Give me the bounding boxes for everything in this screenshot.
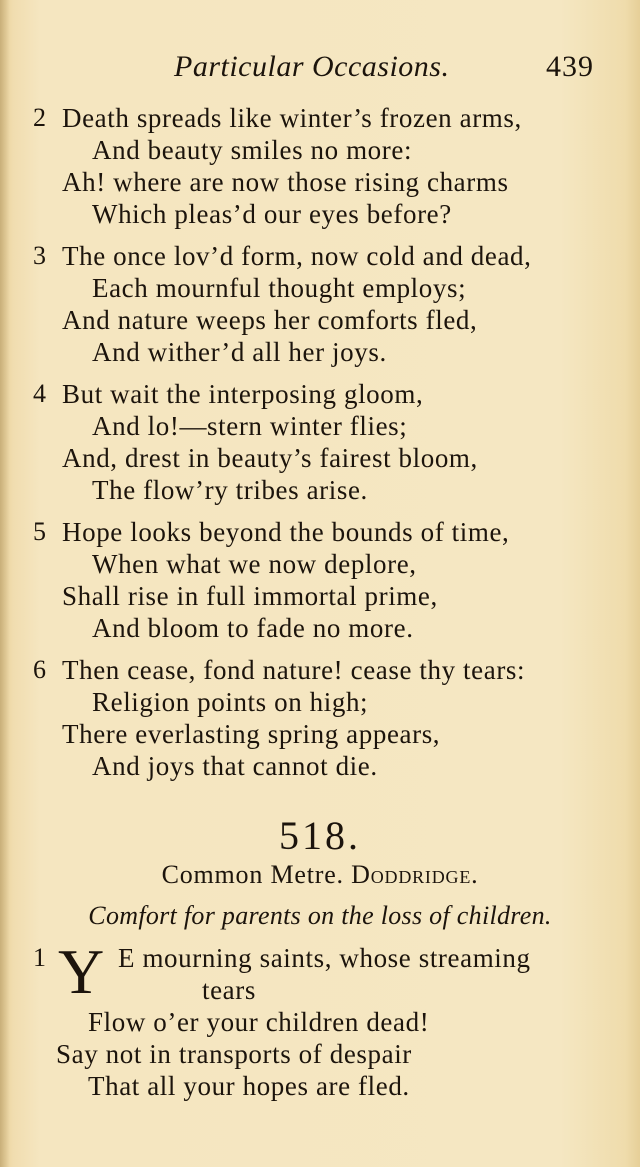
verse-line: Which pleas’d our eyes before? [92,199,452,229]
verse-line: E mourning saints, whose streaming [118,943,531,973]
verse-line: Hope looks beyond the bounds of time, [62,517,510,547]
meter-line [0,860,640,890]
verse-line: And joys that cannot die. [92,751,378,781]
stanza-number: 3 [33,241,46,270]
verse-line: But wait the interposing gloom, [62,379,424,409]
verse-line: Say not in transports of despair [56,1039,412,1069]
stanza-number: 1 [33,943,46,972]
hymn-subject: Comfort for parents on the loss of children. [88,901,552,930]
verse-line: Each mournful thought employs; [92,273,467,303]
stanza-number: 5 [33,517,46,546]
verse-line: The flow’ry tribes arise. [92,475,368,505]
verse-line: And nature weeps her comforts fled, [62,305,478,335]
page-edge-shadow [0,0,10,1167]
stanza-number: 2 [33,103,46,132]
verse-line: Then cease, fond nature! cease thy tears: [62,655,526,685]
meter-label: Common Metre. [161,860,344,889]
verse-line: Flow o’er your children dead! [88,1007,430,1037]
verse-line: There everlasting spring appears, [62,719,441,749]
author-name: Doddridge. [351,860,479,889]
verse-line: Shall rise in full immortal prime, [62,581,438,611]
running-head [0,50,640,90]
verse-line: When what we now deplore, [92,549,417,579]
hymn-number: 518. [279,813,361,858]
drop-cap: Y [58,936,105,1007]
verse-line: The once lov’d form, now cold and dead, [62,241,532,271]
verse-line: That all your hopes are fled. [88,1071,410,1101]
stanza-number: 6 [33,655,46,684]
page-number: 439 [546,50,594,83]
verse-line: And wither’d all her joys. [92,337,387,367]
verse-line: Religion points on high; [92,687,369,717]
verse-line: And beauty smiles no more: [92,135,413,165]
verse-line: And, drest in beauty’s fairest bloom, [62,443,478,473]
verse-line: tears [202,975,256,1005]
stanza-number: 4 [33,379,46,408]
verse-line: And lo!—stern winter flies; [92,411,408,441]
verse-line: Death spreads like winter’s frozen arms, [62,103,522,133]
running-head-title: Particular Occasions. [174,50,450,83]
verse-line: Ah! where are now those rising charms [62,167,509,197]
verse-line: And bloom to fade no more. [92,613,414,643]
